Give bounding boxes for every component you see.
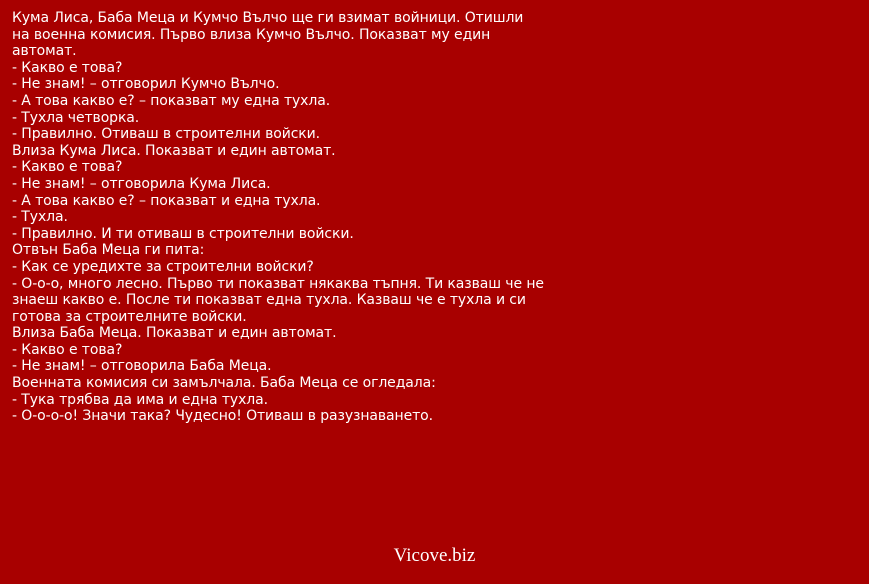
joke-line: - А това какво е? – показват и една тухла. xyxy=(12,192,321,209)
joke-line: - Тука трябва да има и една тухла. xyxy=(12,391,268,408)
joke-line: на военна комисия. Първо влиза Кумчо Вълчо. Показват му един xyxy=(12,26,491,43)
joke-line: - Не знам! – отговорила Кума Лиса. xyxy=(12,175,271,192)
joke-line: готова за строителните войски. xyxy=(12,308,247,325)
joke-line: - Правилно. Отиваш в строителни войски. xyxy=(12,126,321,143)
joke-line: Военната комисия си замълчала. Баба Меца се огледала: xyxy=(12,375,436,392)
site-watermark: Vicove.biz xyxy=(393,545,476,566)
joke-line: - О-о-о, много лесно. Първо ти показват някаква тъпня. Ти казваш че не xyxy=(12,275,544,292)
joke-line: - Какво е това? xyxy=(12,159,123,176)
joke-line: - Как се уредихте за строителни войски? xyxy=(12,258,314,275)
joke-line: - О-о-о-о! Значи така? Чудесно! Отиваш в разузнаването. xyxy=(12,408,433,425)
joke-line: знаеш какво е. После ти показват една тухла. Казваш че е тухла и си xyxy=(12,292,526,309)
joke-line: Влиза Баба Меца. Показват и един автомат. xyxy=(12,325,337,342)
joke-line: Отвън Баба Меца ги пита: xyxy=(12,242,205,259)
joke-line: - А това какво е? – показват му една тухла. xyxy=(12,92,331,109)
joke-text xyxy=(12,10,582,425)
joke-line: автомат. xyxy=(12,43,77,60)
joke-line: Влиза Кума Лиса. Показват и един автомат. xyxy=(12,142,336,159)
joke-line: - Не знам! – отговорил Кумчо Вълчо. xyxy=(12,76,280,93)
joke-line: - Тухла. xyxy=(12,209,68,226)
joke-line: Кума Лиса, Баба Меца и Кумчо Вълчо ще ги взимат войници. Отишли xyxy=(12,10,524,26)
joke-line: - Тухла четворка. xyxy=(12,109,140,126)
joke-line: - Какво е това? xyxy=(12,59,123,76)
joke-line: - Какво е това? xyxy=(12,341,123,358)
joke-line: - Правилно. И ти отиваш в строителни войски. xyxy=(12,225,354,242)
joke-line: - Не знам! – отговорила Баба Меца. xyxy=(12,358,272,375)
